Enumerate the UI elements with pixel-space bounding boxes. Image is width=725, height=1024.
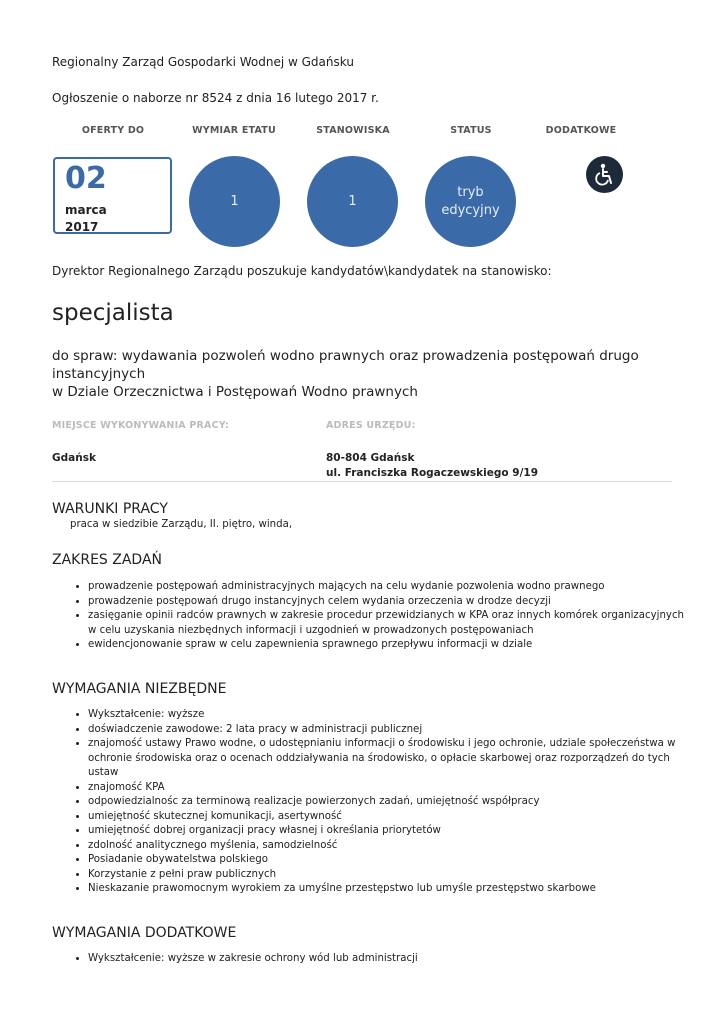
label-positions: STANOWISKA (316, 125, 390, 136)
deadline-date-box (53, 157, 172, 234)
department-line: w Dziale Orzecznictwa i Postępowań Wodno prawnych (52, 384, 418, 400)
list-item: • odpowiedzialnośc za terminową realizacje powierzonych zadań, umiejętność współpracy (88, 795, 688, 810)
list-item: • Wykształcenie: wyższe w zakresie ochrony wód lub administracji (88, 952, 688, 967)
wheelchair-accessibility-icon (586, 156, 623, 193)
additional-heading: WYMAGANIA DODATKOWE (52, 925, 237, 941)
position-scope (52, 347, 652, 401)
status-value: tryb edycyjny (441, 184, 500, 218)
etat-circle (189, 156, 280, 247)
duties-list (52, 580, 688, 653)
list-item: • umiejętność skutecznej komunikacji, asertywność (88, 810, 688, 825)
label-status: STATUS (450, 125, 492, 136)
label-extra: DODATKOWE (545, 125, 617, 136)
deadline-day: 02 (65, 161, 107, 196)
list-item: • znajomość KPA (88, 781, 688, 796)
notice-title: Ogłoszenie o naborze nr 8524 z dnia 16 lutego 2017 r. (52, 91, 379, 105)
organization-name: Regionalny Zarząd Gospodarki Wodnej w Gdańsku (52, 55, 354, 69)
address-line-2: ul. Franciszka Rogaczewskiego 9/19 (326, 467, 539, 479)
address-line-1: 80-804 Gdańsk (326, 452, 415, 464)
list-item: • Nieskazanie prawomocnym wyrokiem za umyślne przestępstwo lub umyśle przestępstwo skarbowe (88, 882, 688, 897)
required-list (52, 708, 688, 897)
list-item: • prowadzenie postępowań administracyjnych mających na celu wydanie pozwolenia wodno prawnego (88, 580, 688, 595)
list-item: • Posiadanie obywatelstwa polskiego (88, 853, 688, 868)
workplace-label: MIEJSCE WYKONYWANIA PRACY: (52, 420, 230, 431)
list-item: • zdolność analitycznego myślenia, samodzielność (88, 839, 688, 854)
list-item: • Korzystanie z pełni praw publicznych (88, 868, 688, 883)
conditions-heading: WARUNKI PRACY (52, 501, 168, 517)
divider (52, 481, 672, 482)
status-circle (425, 156, 516, 247)
additional-list (52, 952, 688, 967)
etat-value: 1 (230, 193, 239, 209)
positions-circle (307, 156, 398, 247)
list-item: • doświadczenie zawodowe: 2 lata pracy w administracji publicznej (88, 723, 688, 738)
scope-line: do spraw: wydawania pozwoleń wodno prawnych oraz prowadzenia postępowań drugo instancyjnych (52, 348, 639, 382)
label-etat: WYMIAR ETATU (192, 125, 276, 136)
label-deadline: OFERTY DO (81, 125, 145, 136)
positions-value: 1 (348, 193, 357, 209)
deadline-year: 2017 (65, 220, 99, 234)
list-item: • ewidencjonowanie spraw w celu zapewnienia sprawnego przepływu informacji w dziale (88, 638, 688, 653)
list-item: • Wykształcenie: wyższe (88, 708, 688, 723)
deadline-month: marca (65, 203, 107, 217)
list-item: • zasięganie opinii radców prawnych w zakresie procedur przewidzianych w KPA oraz innych komórek organizacyjnych w celu uzyskania niezbędnych informacji i uzgodnień w prowadzonych postępowaniach (88, 609, 688, 638)
office-address-label: ADRES URZĘDU: (326, 420, 416, 431)
list-item: • znajomość ustawy Prawo wodne, o udostępnianiu informacji o środowisku i jego ochronie, udziale społeczeństwa w ochronie środowiska oraz o ocenach oddziaływania na środowisko, o opłacie skarbowej oraz rozporządzeń do tych ustaw (88, 737, 688, 781)
duties-heading: ZAKRES ZADAŃ (52, 552, 163, 568)
list-item: • prowadzenie postępowań drugo instancyjnych celem wydania orzeczenia w drodze decyzji (88, 595, 688, 610)
workplace-value: Gdańsk (52, 452, 96, 464)
lead-text: Dyrektor Regionalnego Zarządu poszukuje kandydatów\kandydatek na stanowisko: (52, 264, 552, 278)
position-title: specjalista (52, 300, 174, 326)
conditions-text: praca w siedzibie Zarządu, II. piętro, winda, (70, 519, 293, 530)
list-item: • umiejętność dobrej organizacji pracy własnej i określania priorytetów (88, 824, 688, 839)
required-heading: WYMAGANIA NIEZBĘDNE (52, 681, 227, 697)
